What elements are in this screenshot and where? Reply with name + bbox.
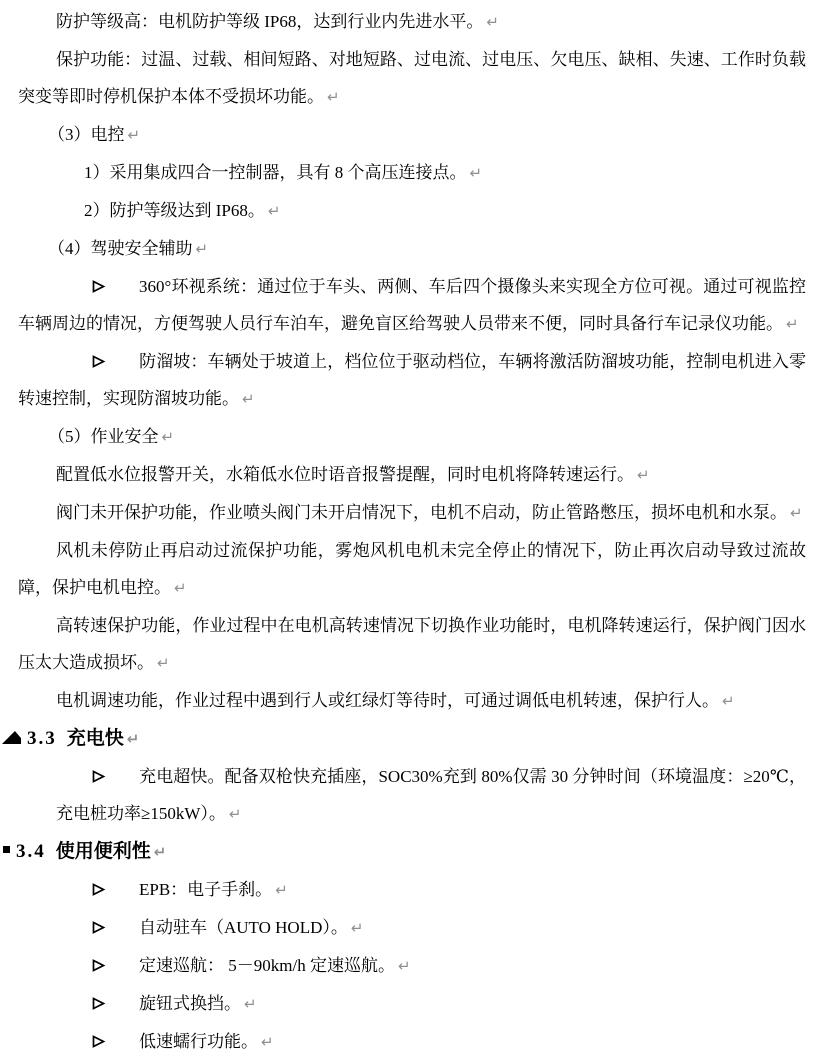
bullet-item-auto-hold[interactable] (18, 909, 806, 947)
section-4-label[interactable] (18, 230, 806, 268)
numbered-item-text[interactable]: 1）采用集成四合一控制器，具有 8 个高压连接点。 (84, 163, 467, 182)
paragraph-mark-icon: ↵ (174, 579, 187, 597)
bullet-item-text[interactable]: 定速巡航： 5－90km/h 定速巡航。 (139, 956, 395, 975)
paragraph-mark-icon: ↵ (790, 504, 803, 522)
bullet-item-epb[interactable] (18, 871, 806, 909)
heading-3-4-usability[interactable] (3, 833, 806, 871)
paragraph-mark-icon: ↵ (195, 240, 209, 258)
paragraph-mark-icon: ↵ (153, 843, 167, 861)
bullet-item-creep-mode[interactable] (18, 1023, 806, 1061)
paragraph-mark-icon: ↵ (786, 315, 799, 333)
paragraph-text[interactable]: 阀门未开保护功能，作业喷头阀门未开启情况下，电机不启动，防止管路憋压，损坏电机和水泵。 (56, 503, 787, 522)
arrow-bullet-icon (92, 883, 105, 896)
paragraph-mark-icon: ↵ (127, 126, 141, 144)
arrow-bullet-icon (92, 921, 105, 934)
paragraph-low-water-alarm[interactable] (18, 456, 806, 494)
section-3-label[interactable] (18, 116, 806, 154)
heading-title[interactable]: 使用便利性 (55, 841, 151, 862)
arrow-bullet-icon (92, 1035, 105, 1048)
paragraph-text[interactable]: 配置低水位报警开关，水箱低水位时语音报警提醒，同时电机将降转速运行。 (56, 465, 634, 484)
paragraph-protection-functions[interactable] (18, 41, 806, 116)
arrow-bullet-icon (92, 280, 105, 293)
heading-title[interactable]: 充电快 (66, 728, 124, 749)
paragraph-mark-icon: ↵ (722, 692, 735, 710)
paragraph-mark-icon: ↵ (397, 957, 411, 975)
paragraph-protection-level[interactable] (18, 3, 806, 41)
paragraph-motor-speed-adjust[interactable] (18, 682, 806, 720)
paragraph-mark-icon: ↵ (161, 428, 175, 446)
bullet-item-text[interactable]: 自动驻车（AUTO HOLD）。 (139, 918, 348, 937)
numbered-item-text[interactable]: 2）防护等级达到 IP68。 (84, 201, 265, 220)
heading-triangle-marker-icon (2, 731, 21, 744)
paragraph-mark-icon: ↵ (242, 390, 255, 408)
paragraph-mark-icon: ↵ (275, 881, 288, 899)
paragraph-mark-icon: ↵ (261, 1033, 274, 1051)
section-5-label[interactable] (18, 418, 806, 456)
heading-number[interactable]: 3.3 (27, 728, 57, 749)
bullet-item-hill-hold[interactable] (18, 343, 806, 418)
arrow-bullet-icon (92, 770, 105, 783)
arrow-bullet-icon (92, 959, 105, 972)
paragraph-fan-restart-protection[interactable] (18, 532, 806, 607)
paragraph-text[interactable]: 防护等级高：电机防护等级 IP68，达到行业内先进水平。 (56, 12, 484, 31)
bullet-item-text[interactable]: 旋钮式换挡。 (139, 994, 241, 1013)
paragraph-mark-icon: ↵ (228, 805, 242, 823)
paragraph-mark-icon: ↵ (469, 164, 483, 182)
section-label-text[interactable]: （4）驾驶安全辅助 (48, 239, 193, 258)
bullet-item-fast-charging[interactable] (18, 758, 806, 833)
paragraph-mark-icon: ↵ (157, 654, 170, 672)
section-label-text[interactable]: （3）电控 (48, 125, 125, 144)
paragraph-mark-icon: ↵ (350, 919, 364, 937)
heading-number[interactable]: 3.4 (16, 841, 46, 862)
paragraph-mark-icon: ↵ (267, 202, 281, 220)
paragraph-text[interactable]: 电机调速功能，作业过程中遇到行人或红绿灯等待时，可通过调低电机转速，保护行人。 (56, 691, 719, 710)
paragraph-valve-protection[interactable] (18, 494, 806, 532)
paragraph-mark-icon: ↵ (126, 730, 140, 748)
paragraph-mark-icon: ↵ (486, 13, 499, 31)
paragraph-high-speed-protection[interactable] (18, 607, 806, 682)
bullet-item-text[interactable]: EPB：电子手刹。 (139, 880, 273, 899)
paragraph-mark-icon: ↵ (244, 995, 257, 1013)
bullet-item-surround-view[interactable] (18, 268, 806, 343)
bullet-item-text[interactable]: 防溜坡：车辆处于坡道上，档位位于驱动档位，车辆将激活防溜坡功能，控制电机进入零转速控制，实现防溜坡功能。 (18, 352, 806, 408)
paragraph-mark-icon: ↵ (327, 88, 340, 106)
section-label-text[interactable]: （5）作业安全 (48, 427, 159, 446)
heading-square-marker-icon (3, 846, 10, 853)
section-3-item-1[interactable] (18, 154, 806, 192)
paragraph-text[interactable]: 保护功能：过温、过载、相间短路、对地短路、过电流、过电压、欠电压、缺相、失速、工作时负载突变等即时停机保护本体不受损坏功能。 (18, 50, 806, 106)
paragraph-text[interactable]: 风机未停防止再启动过流保护功能，雾炮风机电机未完全停止的情况下，防止再次启动导致过流故障，保护电机电控。 (18, 541, 806, 597)
bullet-item-cruise-control[interactable] (18, 947, 806, 985)
arrow-bullet-icon (92, 355, 105, 368)
bullet-item-text[interactable]: 低速蠕行功能。 (139, 1032, 258, 1051)
bullet-item-rotary-shift[interactable] (18, 985, 806, 1023)
arrow-bullet-icon (92, 997, 105, 1010)
paragraph-text[interactable]: 高转速保护功能，作业过程中在电机高转速情况下切换作业功能时，电机降转速运行，保护阀门因水压太大造成损坏。 (18, 616, 806, 672)
heading-3-3-fast-charging[interactable] (2, 720, 806, 758)
paragraph-mark-icon: ↵ (637, 466, 650, 484)
section-3-item-2[interactable] (18, 192, 806, 230)
bullet-item-text[interactable]: 360°环视系统：通过位于车头、两侧、车后四个摄像头来实现全方位可视。通过可视监控车辆周边的情况，方便驾驶人员行车泊车，避免盲区给驾驶人员带来不便，同时具备行车记录仪功能。 (18, 277, 806, 333)
bullet-item-text[interactable]: 充电超快。配备双枪快充插座，SOC30%充到 80%仅需 30 分钟时间（环境温度：≥20℃，充电桩功率≥150kW）。 (56, 767, 806, 823)
